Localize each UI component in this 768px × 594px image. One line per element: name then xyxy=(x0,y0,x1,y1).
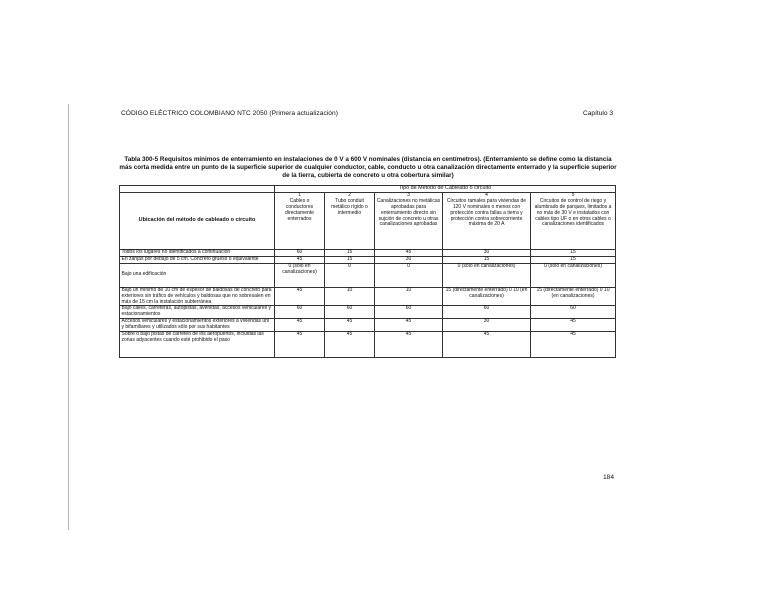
cell-value: 45 xyxy=(375,319,443,332)
column-label: Circuitos de control de riego y alumbrado de parques, limitados a no más de 30 V e instalados con cables tipo UF o en otros cables o canalizaciones identificados xyxy=(534,197,612,228)
cell-value: 45 xyxy=(275,332,325,358)
column-header-4 xyxy=(443,192,531,249)
row-location: Todos los lugares no identificados a continuación xyxy=(120,249,275,256)
row-location: Bajo una edificación xyxy=(120,263,275,287)
page-number: 184 xyxy=(603,474,615,481)
column-number: 5 xyxy=(571,191,575,198)
column-label: Cables o conductores directamente enterrados xyxy=(285,197,314,222)
column-number: 2 xyxy=(348,191,351,198)
cell-value: 45 xyxy=(375,249,443,256)
cell-value: 60 xyxy=(375,306,443,319)
cell-value: 45 xyxy=(531,319,616,332)
table-row xyxy=(120,332,616,358)
burial-requirements-table xyxy=(119,185,616,358)
row-location: Bajo calles, carreteras, autopistas, avenidas, accesos vehiculares y estacionamientos xyxy=(120,306,275,319)
column-number: 1 xyxy=(298,191,301,198)
cell-value: 10 xyxy=(325,287,375,306)
table-caption: Tabla 300-5 Requisitos mínimos de enterramiento en instalaciones de 0 V a 600 V nominales (distancia en centímetros). (Enterramiento se define como la distancia más corta medida entre un punto de la superficie superior de cualquier conductor, cable, conducto u otra canalización directamente enterrado y la superficie superior de la tierra, cubierta de concreto u otra cobertura similar) xyxy=(119,156,617,179)
cell-value: 30 xyxy=(443,319,531,332)
column-header-1 xyxy=(275,192,325,249)
cell-value: 15 xyxy=(325,256,375,263)
cell-value: 45 xyxy=(275,319,325,332)
cell-value: 30 xyxy=(443,249,531,256)
cell-value: 0 (sólo en canalizaciones) xyxy=(275,263,325,287)
cell-value: 45 xyxy=(375,332,443,358)
cell-value: 15 (directamente enterrado) 0 10 (en canalizaciones) xyxy=(443,287,531,306)
cell-value: 15 (directamente enterrado) 0 10 (en canalizaciones) xyxy=(531,287,616,306)
column-header-3 xyxy=(375,192,443,249)
running-header-chapter: Capítulo 3 xyxy=(583,110,614,117)
table-row xyxy=(120,306,616,319)
cell-value: 10 xyxy=(375,287,443,306)
cell-value: 60 xyxy=(325,306,375,319)
cell-value: 0 (sólo en canalizaciones) xyxy=(531,263,616,287)
cell-value: 0 xyxy=(375,263,443,287)
column-label: Tubo conduit metálico rígido o intermedio xyxy=(331,197,368,216)
table-row xyxy=(120,263,616,287)
column-number: 4 xyxy=(485,191,488,198)
table-row xyxy=(120,319,616,332)
cell-value: 60 xyxy=(275,306,325,319)
location-header: Ubicación del método de cableado o circuito xyxy=(120,192,275,249)
column-header-row xyxy=(120,192,616,249)
table-row xyxy=(120,287,616,306)
cell-value: 45 xyxy=(531,332,616,358)
cell-value: 15 xyxy=(325,249,375,256)
column-header-5 xyxy=(531,192,616,249)
row-location: Sobre o bajo pistas de carreteo de los aeropuertos, incluidas las zonas adyacentes cuando esté prohibido el paso xyxy=(120,332,275,358)
table-corner-cell xyxy=(120,186,275,193)
row-location: Bajo un mínimo de 10 cm de espesor de baldosas de concreto para exteriores sin tráfico de vehículos y baldosas que no sobresalen en más de 15 cm la instalación subterránea xyxy=(120,287,275,306)
cell-value: 0 (sólo en canalizaciones) xyxy=(443,263,531,287)
cell-value: 15 xyxy=(443,256,531,263)
method-type-header: Tipo de Método de Cableado o circuito xyxy=(275,186,616,193)
cell-value: 15 xyxy=(531,249,616,256)
row-location: Accesos vehiculares y estacionamientos exteriores a viviendas uni y bifamiliares y utilizados sólo por sus habitantes xyxy=(120,319,275,332)
cell-value: 15 xyxy=(531,256,616,263)
cell-value: 45 xyxy=(325,319,375,332)
cell-value: 45 xyxy=(275,287,325,306)
column-number: 3 xyxy=(407,191,410,198)
running-header-title: CÓDIGO ELÉCTRICO COLOMBIANO NTC 2050 (Primera actualización) xyxy=(121,110,338,117)
cell-value: 60 xyxy=(531,306,616,319)
column-header-2 xyxy=(325,192,375,249)
column-label: Circuitos ramales para viviendas de 120 V nominales o menos con protección contra fallas a tierra y protección contra sobrecorriente máxima de 20 A xyxy=(446,197,527,228)
cell-value: 45 xyxy=(325,332,375,358)
cell-value: 30 xyxy=(375,256,443,263)
cell-value: 0 xyxy=(325,263,375,287)
row-location: En zanjas por debajo de 5 cm. Concreto grueso o equivalente xyxy=(120,256,275,263)
cell-value: 60 xyxy=(443,306,531,319)
table-row xyxy=(120,256,616,263)
cell-value: 45 xyxy=(443,332,531,358)
page-margin-line xyxy=(68,104,69,530)
cell-value: 45 xyxy=(275,256,325,263)
column-label: Canalizaciones no metálicas aprobadas para enterramiento directo sin sujción de concreto u otras canalizaciones aprobadas xyxy=(376,197,441,228)
cell-value: 60 xyxy=(275,249,325,256)
